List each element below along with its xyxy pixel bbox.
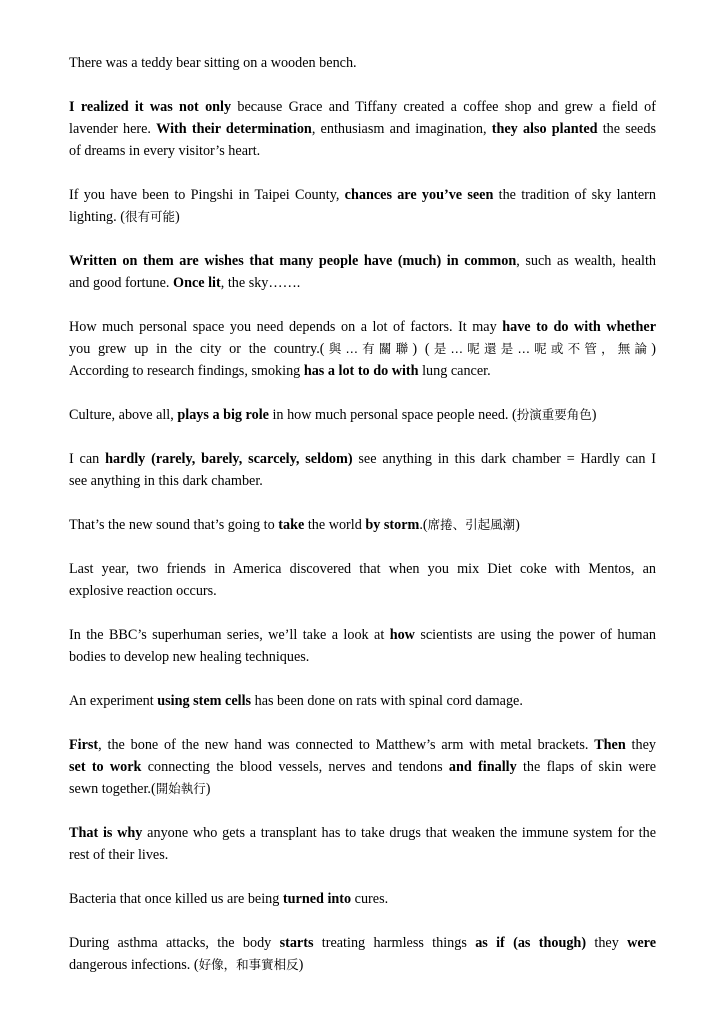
bold-phrase: have to do with whether — [502, 319, 656, 335]
bold-phrase: using stem cells — [157, 693, 252, 709]
text-line — [69, 558, 656, 580]
text-line — [69, 844, 656, 866]
bold-phrase: chances are you’ve seen — [344, 187, 494, 203]
text-segment: , the bone of the new hand was connected to Matthew’s arm with metal brackets. — [98, 737, 595, 753]
text-segment: ) — [205, 781, 211, 797]
bold-phrase: by storm — [365, 517, 420, 533]
paragraph — [69, 316, 656, 382]
text-segment: rest of their lives. — [69, 847, 169, 863]
paragraph — [69, 184, 656, 228]
text-segment: because Grace and Tiffany created a coffee shop and grew a field of — [231, 99, 656, 115]
bold-phrase: they also planted — [491, 121, 598, 137]
text-segment: An experiment — [69, 693, 158, 709]
bold-phrase: First — [69, 737, 99, 753]
bold-phrase: turned into — [282, 891, 352, 907]
bold-phrase: how — [389, 627, 415, 643]
text-line — [69, 734, 656, 756]
text-segment: lung cancer. — [418, 363, 491, 379]
text-segment: the tradition of sky lantern — [493, 187, 656, 203]
text-segment: of dreams in every visitor’s heart. — [69, 143, 261, 159]
text-segment: If you have been to Pingshi in Taipei County, — [69, 187, 345, 203]
bold-phrase: were — [627, 935, 657, 951]
text-segment: has been done on rats with spinal cord damage. — [251, 693, 523, 709]
text-segment: I can — [69, 451, 106, 467]
text-line — [69, 822, 656, 844]
bold-phrase: starts — [279, 935, 314, 951]
text-segment: ) ( — [412, 341, 430, 357]
text-line — [69, 250, 656, 272]
text-line — [69, 756, 656, 778]
text-line — [69, 690, 656, 712]
text-segment: explosive reaction occurs. — [69, 583, 217, 599]
bold-phrase: Then — [594, 737, 626, 753]
paragraph — [69, 734, 656, 800]
bold-phrase: Written on them are wishes that many people have (much) in common — [69, 253, 517, 269]
text-segment: in how much personal space people need. ( — [268, 407, 517, 423]
text-segment: , such as wealth, health — [516, 253, 656, 269]
chinese-gloss: 席捲、引起風潮 — [427, 517, 516, 532]
text-segment: sewn together.( — [69, 781, 156, 797]
text-segment: scientists are using the power of human — [414, 627, 656, 643]
text-line — [69, 888, 656, 910]
chinese-gloss: 是…呢還是…呢或不管，無論 — [429, 341, 652, 356]
text-segment: and good fortune. — [69, 275, 174, 291]
text-segment: anyone who gets a transplant has to take drugs that weaken the immune system for the — [142, 825, 656, 841]
text-segment: the seeds — [597, 121, 656, 137]
bold-phrase: I realized it was not only — [69, 99, 232, 115]
text-line — [69, 470, 656, 492]
text-line — [69, 646, 656, 668]
bold-phrase: and finally — [448, 759, 517, 775]
text-segment: bodies to develop new healing techniques. — [69, 649, 310, 665]
text-line — [69, 778, 656, 800]
text-segment: Culture, above all, — [69, 407, 178, 423]
bold-phrase: plays a big role — [177, 407, 269, 423]
text-segment: ) — [298, 957, 304, 973]
text-segment: There was a teddy bear sitting on a wooden bench. — [69, 55, 357, 71]
bold-phrase: as if (as though) — [475, 935, 587, 951]
paragraph — [69, 888, 656, 910]
text-segment: see anything in this dark chamber. — [69, 473, 263, 489]
text-segment: they — [625, 737, 656, 753]
text-segment: the flaps of skin were — [516, 759, 656, 775]
text-segment: they — [586, 935, 628, 951]
paragraph — [69, 96, 656, 162]
chinese-gloss: 開始執行 — [155, 781, 206, 796]
bold-phrase: has a lot to do with — [303, 363, 419, 379]
bold-phrase: With their determination — [156, 121, 312, 137]
text-segment: According to research findings, smoking — [69, 363, 304, 379]
paragraph — [69, 250, 656, 294]
text-line — [69, 448, 656, 470]
text-line — [69, 206, 656, 228]
text-line — [69, 140, 656, 162]
paragraph — [69, 558, 656, 602]
text-line — [69, 316, 656, 338]
bold-phrase: That is why — [69, 825, 143, 841]
text-segment: During asthma attacks, the body — [69, 935, 280, 951]
text-segment: , the sky……. — [220, 275, 301, 291]
text-segment: , enthusiasm and imagination, — [311, 121, 492, 137]
text-segment: the world — [304, 517, 366, 533]
text-line — [69, 338, 656, 360]
text-line — [69, 514, 656, 536]
text-segment: ) — [591, 407, 597, 423]
paragraph — [69, 404, 656, 426]
paragraph — [69, 822, 656, 866]
text-segment: That’s the new sound that’s going to — [69, 517, 279, 533]
text-segment: treating harmless things — [313, 935, 476, 951]
text-line — [69, 118, 656, 140]
text-segment: Last year, two friends in America discovered that when you mix Diet coke with Mentos, an — [69, 561, 656, 577]
bold-phrase: set to work — [69, 759, 142, 775]
text-line — [69, 624, 656, 646]
text-line — [69, 404, 656, 426]
text-segment: cures. — [351, 891, 389, 907]
text-segment: How much personal space you need depends on a lot of factors. It may — [69, 319, 503, 335]
text-segment: ) — [174, 209, 180, 225]
paragraph — [69, 932, 656, 976]
text-segment: Bacteria that once killed us are being — [69, 891, 283, 907]
bold-phrase: hardly (rarely, barely, scarcely, seldom) — [105, 451, 353, 467]
text-line — [69, 52, 656, 74]
paragraph — [69, 624, 656, 668]
text-line — [69, 360, 656, 382]
bold-phrase: take — [278, 517, 305, 533]
text-segment: connecting the blood vessels, nerves and tendons — [141, 759, 449, 775]
chinese-gloss: 很有可能 — [124, 209, 175, 224]
paragraph — [69, 690, 656, 712]
text-segment: lighting. ( — [69, 209, 125, 225]
text-segment: .( — [419, 517, 428, 533]
text-segment: dangerous infections. ( — [69, 957, 199, 973]
text-line — [69, 272, 656, 294]
chinese-gloss: 與…有關聯 — [324, 341, 413, 356]
bold-phrase: Once lit — [173, 275, 221, 291]
text-segment: ) — [515, 517, 520, 533]
text-line — [69, 184, 656, 206]
paragraph — [69, 514, 656, 536]
text-line — [69, 932, 656, 954]
paragraph — [69, 448, 656, 492]
chinese-gloss: 扮演重要角色 — [516, 407, 592, 422]
text-segment: you grew up in the city or the country.( — [69, 341, 325, 357]
text-segment: In the BBC’s superhuman series, we’ll take a look at — [69, 627, 390, 643]
chinese-gloss: 好像，和事實相反 — [198, 957, 299, 972]
text-line — [69, 580, 656, 602]
paragraph — [69, 52, 656, 74]
text-segment: see anything in this dark chamber = Hardly can I — [352, 451, 656, 467]
text-line — [69, 96, 656, 118]
text-line — [69, 954, 656, 976]
text-segment: lavender here. — [69, 121, 157, 137]
text-segment: ) — [651, 341, 656, 357]
